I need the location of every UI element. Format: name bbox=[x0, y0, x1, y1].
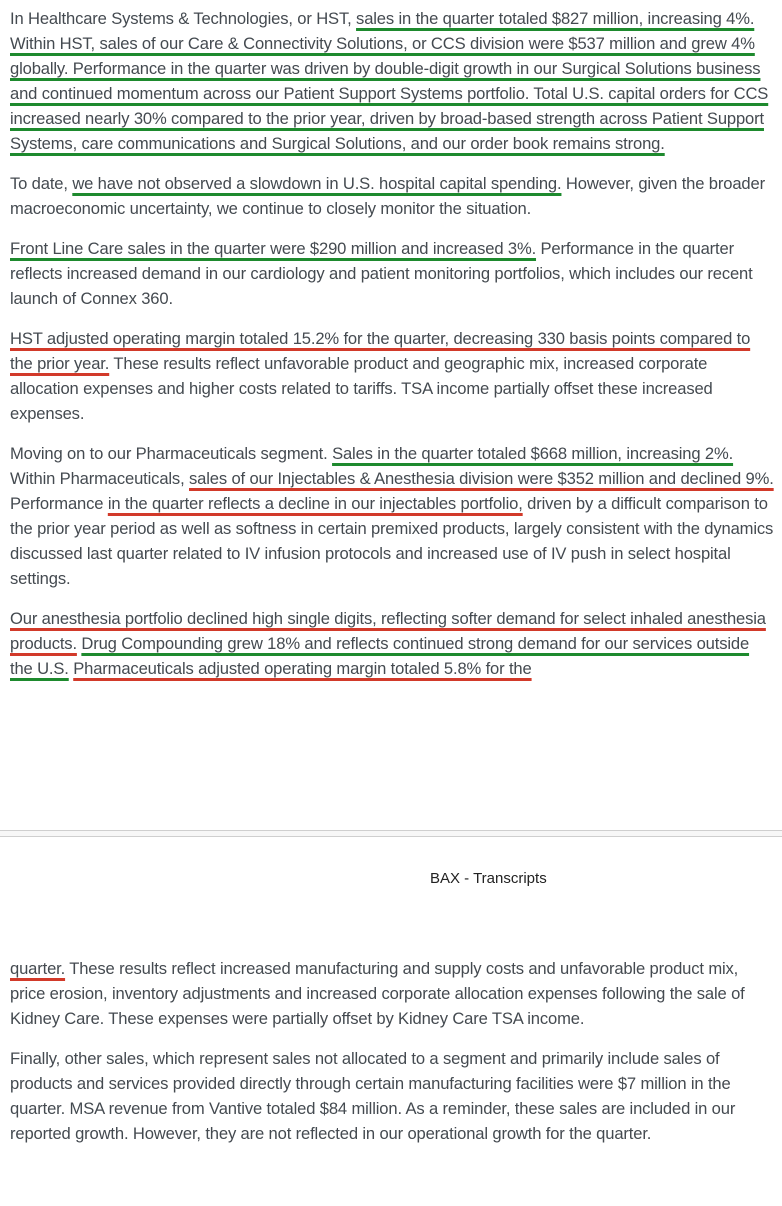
paragraph-pharma-margin-cont bbox=[10, 956, 776, 1031]
highlight-negative: Pharmaceuticals adjusted operating margin totaled 5.8% for the bbox=[73, 659, 532, 678]
text-segment: In Healthcare Systems & Technologies, or HST, bbox=[10, 9, 357, 28]
text-segment: Performance in the quarter reflects increased demand in our cardiology and patient monitoring portfolios, which includes our recent launch of Connex 360. bbox=[10, 239, 753, 308]
highlight-positive: Drug Compounding grew 18% and reflects continued strong demand for our services outside the U.S. bbox=[10, 634, 750, 678]
highlight-negative: quarter. bbox=[10, 959, 66, 978]
paragraph-capital-spending bbox=[10, 171, 776, 221]
highlight-positive: Sales in the quarter totaled $668 million, increasing 2%. bbox=[332, 444, 734, 463]
paragraph-hst-sales bbox=[10, 6, 776, 156]
text-segment: To date, bbox=[10, 174, 73, 193]
page-two-body bbox=[10, 956, 776, 1146]
paragraph-pharmaceuticals bbox=[10, 441, 776, 591]
highlight-negative: in the quarter reflects a decline in our injectables portfolio, bbox=[107, 494, 523, 513]
text-segment: driven by a difficult comparison to the prior year period as well as softness in certain premixed products, largely consistent with the dynamics discussed last quarter related to IV infusion protocols and increased use of IV push in select hospital settings. bbox=[10, 494, 774, 588]
text-segment: These results reflect unfavorable product and geographic mix, increased corporate allocation expenses and higher costs related to tariffs. TSA income partially offset these increased expenses. bbox=[10, 354, 713, 423]
paragraph-anesthesia bbox=[10, 606, 776, 681]
highlight-negative: HST adjusted operating margin totaled 15.2% for the quarter, decreasing 330 basis points compared to the prior year. bbox=[10, 329, 751, 373]
highlight-positive: sales in the quarter totaled $827 million, increasing 4%. Within HST, sales of our Care & Connectivity Solutions, or CCS division were $537 million and grew 4% globally. Performance in the quarter was driven by double-digit growth in our Surgical Solutions business and continued momentum across our Patient Support Systems portfolio. Total U.S. capital orders for CCS increased nearly 30% compared to the prior year, driven by broad-based strength across Patient Support Systems, care communications and Surgical Solutions, and our order book remains strong. bbox=[10, 9, 769, 153]
page-header-title: BAX - Transcripts bbox=[430, 870, 547, 887]
text-segment: Performance bbox=[10, 494, 108, 513]
highlight-positive: Front Line Care sales in the quarter were $290 million and increased 3%. bbox=[10, 239, 537, 258]
highlight-positive: we have not observed a slowdown in U.S. hospital capital spending. bbox=[72, 174, 562, 193]
page-break bbox=[0, 830, 782, 837]
text-segment: Moving on to our Pharmaceuticals segment. bbox=[10, 444, 333, 463]
page-one-body bbox=[10, 6, 776, 681]
text-segment: Within Pharmaceuticals, bbox=[10, 469, 189, 488]
highlight-negative: sales of our Injectables & Anesthesia division were $352 million and declined 9%. bbox=[189, 469, 774, 488]
paragraph-hst-margin bbox=[10, 326, 776, 426]
paragraph-other-sales bbox=[10, 1046, 776, 1146]
highlight-negative: Our anesthesia portfolio declined high single digits, reflecting softer demand for select inhaled anesthesia products. bbox=[10, 609, 766, 653]
text-segment: Finally, other sales, which represent sales not allocated to a segment and primarily include sales of products and services provided directly through certain manufacturing facilities were $7 million in the quarter. MSA revenue from Vantive totaled $84 million. As a reminder, these sales are included in our reported growth. However, they are not reflected in our operational growth for the quarter. bbox=[10, 1049, 736, 1143]
text-segment: These results reflect increased manufacturing and supply costs and unfavorable product mix, price erosion, inventory adjustments and increased corporate allocation expenses following the sale of Kidney Care. These expenses were partially offset by Kidney Care TSA income. bbox=[10, 959, 745, 1028]
paragraph-front-line-care bbox=[10, 236, 776, 311]
text-segment: However, given the broader macroeconomic uncertainty, we continue to closely monitor the situation. bbox=[10, 174, 765, 218]
